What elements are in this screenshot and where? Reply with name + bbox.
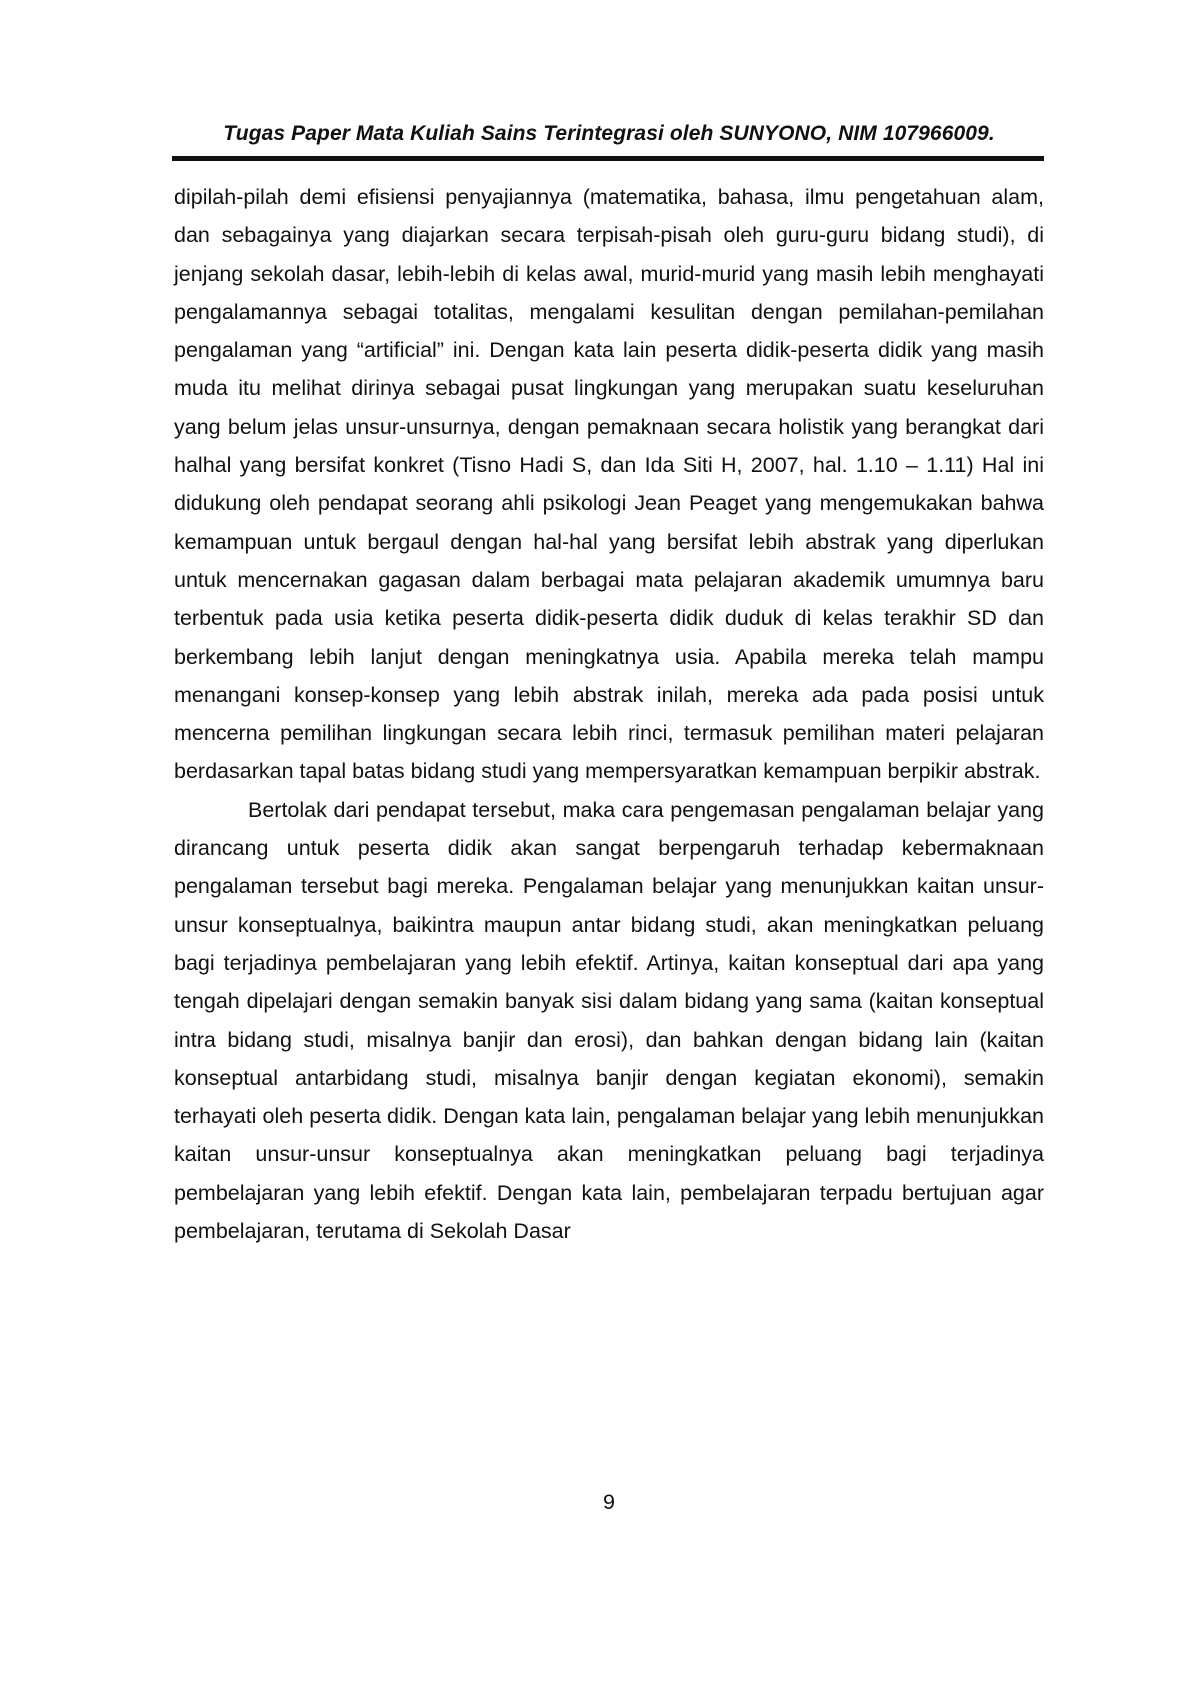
- body-text: [174, 178, 1044, 1250]
- header-rule: [172, 156, 1044, 161]
- page-number: 9: [603, 1490, 615, 1514]
- running-header: Tugas Paper Mata Kuliah Sains Terintegrasi oleh SUNYONO, NIM 107966009.: [223, 122, 995, 145]
- paragraph-continued: dipilah-pilah demi efisiensi penyajiannya (matematika, bahasa, ilmu pengetahuan alam, dan sebagainya yang diajarkan secara terpisah-pisah oleh guru-guru bidang studi), di jenjang sekolah dasar, lebih-lebih di kelas awal, murid-murid yang masih lebih menghayati pengalamannya sebagai totalitas, mengalami kesulitan dengan pemilahan-pemilahan pengalaman yang “artificial” ini. Dengan kata lain peserta didik-peserta didik yang masih muda itu melihat dirinya sebagai pusat lingkungan yang merupakan suatu keseluruhan yang belum jelas unsur-unsurnya, dengan pemaknaan secara holistik yang berangkat dari halhal yang bersifat konkret (Tisno Hadi S, dan Ida Siti H, 2007, hal. 1.10 – 1.11) Hal ini didukung oleh pendapat seorang ahli psikologi Jean Peaget yang mengemukakan bahwa kemampuan untuk bergaul dengan hal-hal yang bersifat lebih abstrak yang diperlukan untuk mencernakan gagasan dalam berbagai mata pelajaran akademik umumnya baru terbentuk pada usia ketika peserta didik-peserta didik duduk di kelas terakhir SD dan berkembang lebih lanjut dengan meningkatnya usia. Apabila mereka telah mampu menangani konsep-konsep yang lebih abstrak inilah, mereka ada pada posisi untuk mencerna pemilihan lingkungan secara lebih rinci, termasuk pemilihan materi pelajaran berdasarkan tapal batas bidang studi yang mempersyaratkan kemampuan berpikir abstrak.: [174, 185, 1044, 784]
- paragraph: Bertolak dari pendapat tersebut, maka cara pengemasan pengalaman belajar yang dirancang untuk peserta didik akan sangat berpengaruh terhadap kebermaknaan pengalaman tersebut bagi mereka. Pengalaman belajar yang menunjukkan kaitan unsur-unsur konseptualnya, baikintra maupun antar bidang studi, akan meningkatkan peluang bagi terjadinya pembelajaran yang lebih efektif. Artinya, kaitan konseptual dari apa yang tengah dipelajari dengan semakin banyak sisi dalam bidang yang sama (kaitan konseptual intra bidang studi, misalnya banjir dan erosi), dan bahkan dengan bidang lain (kaitan konseptual antarbidang studi, misalnya banjir dengan kegiatan ekonomi), semakin terhayati oleh peserta didik. Dengan kata lain, pengalaman belajar yang lebih menunjukkan kaitan unsur-unsur konseptualnya akan meningkatkan peluang bagi terjadinya pembelajaran yang lebih efektif. Dengan kata lain, pembelajaran terpadu bertujuan agar pembelajaran, terutama di Sekolah Dasar: [174, 797, 1044, 1244]
